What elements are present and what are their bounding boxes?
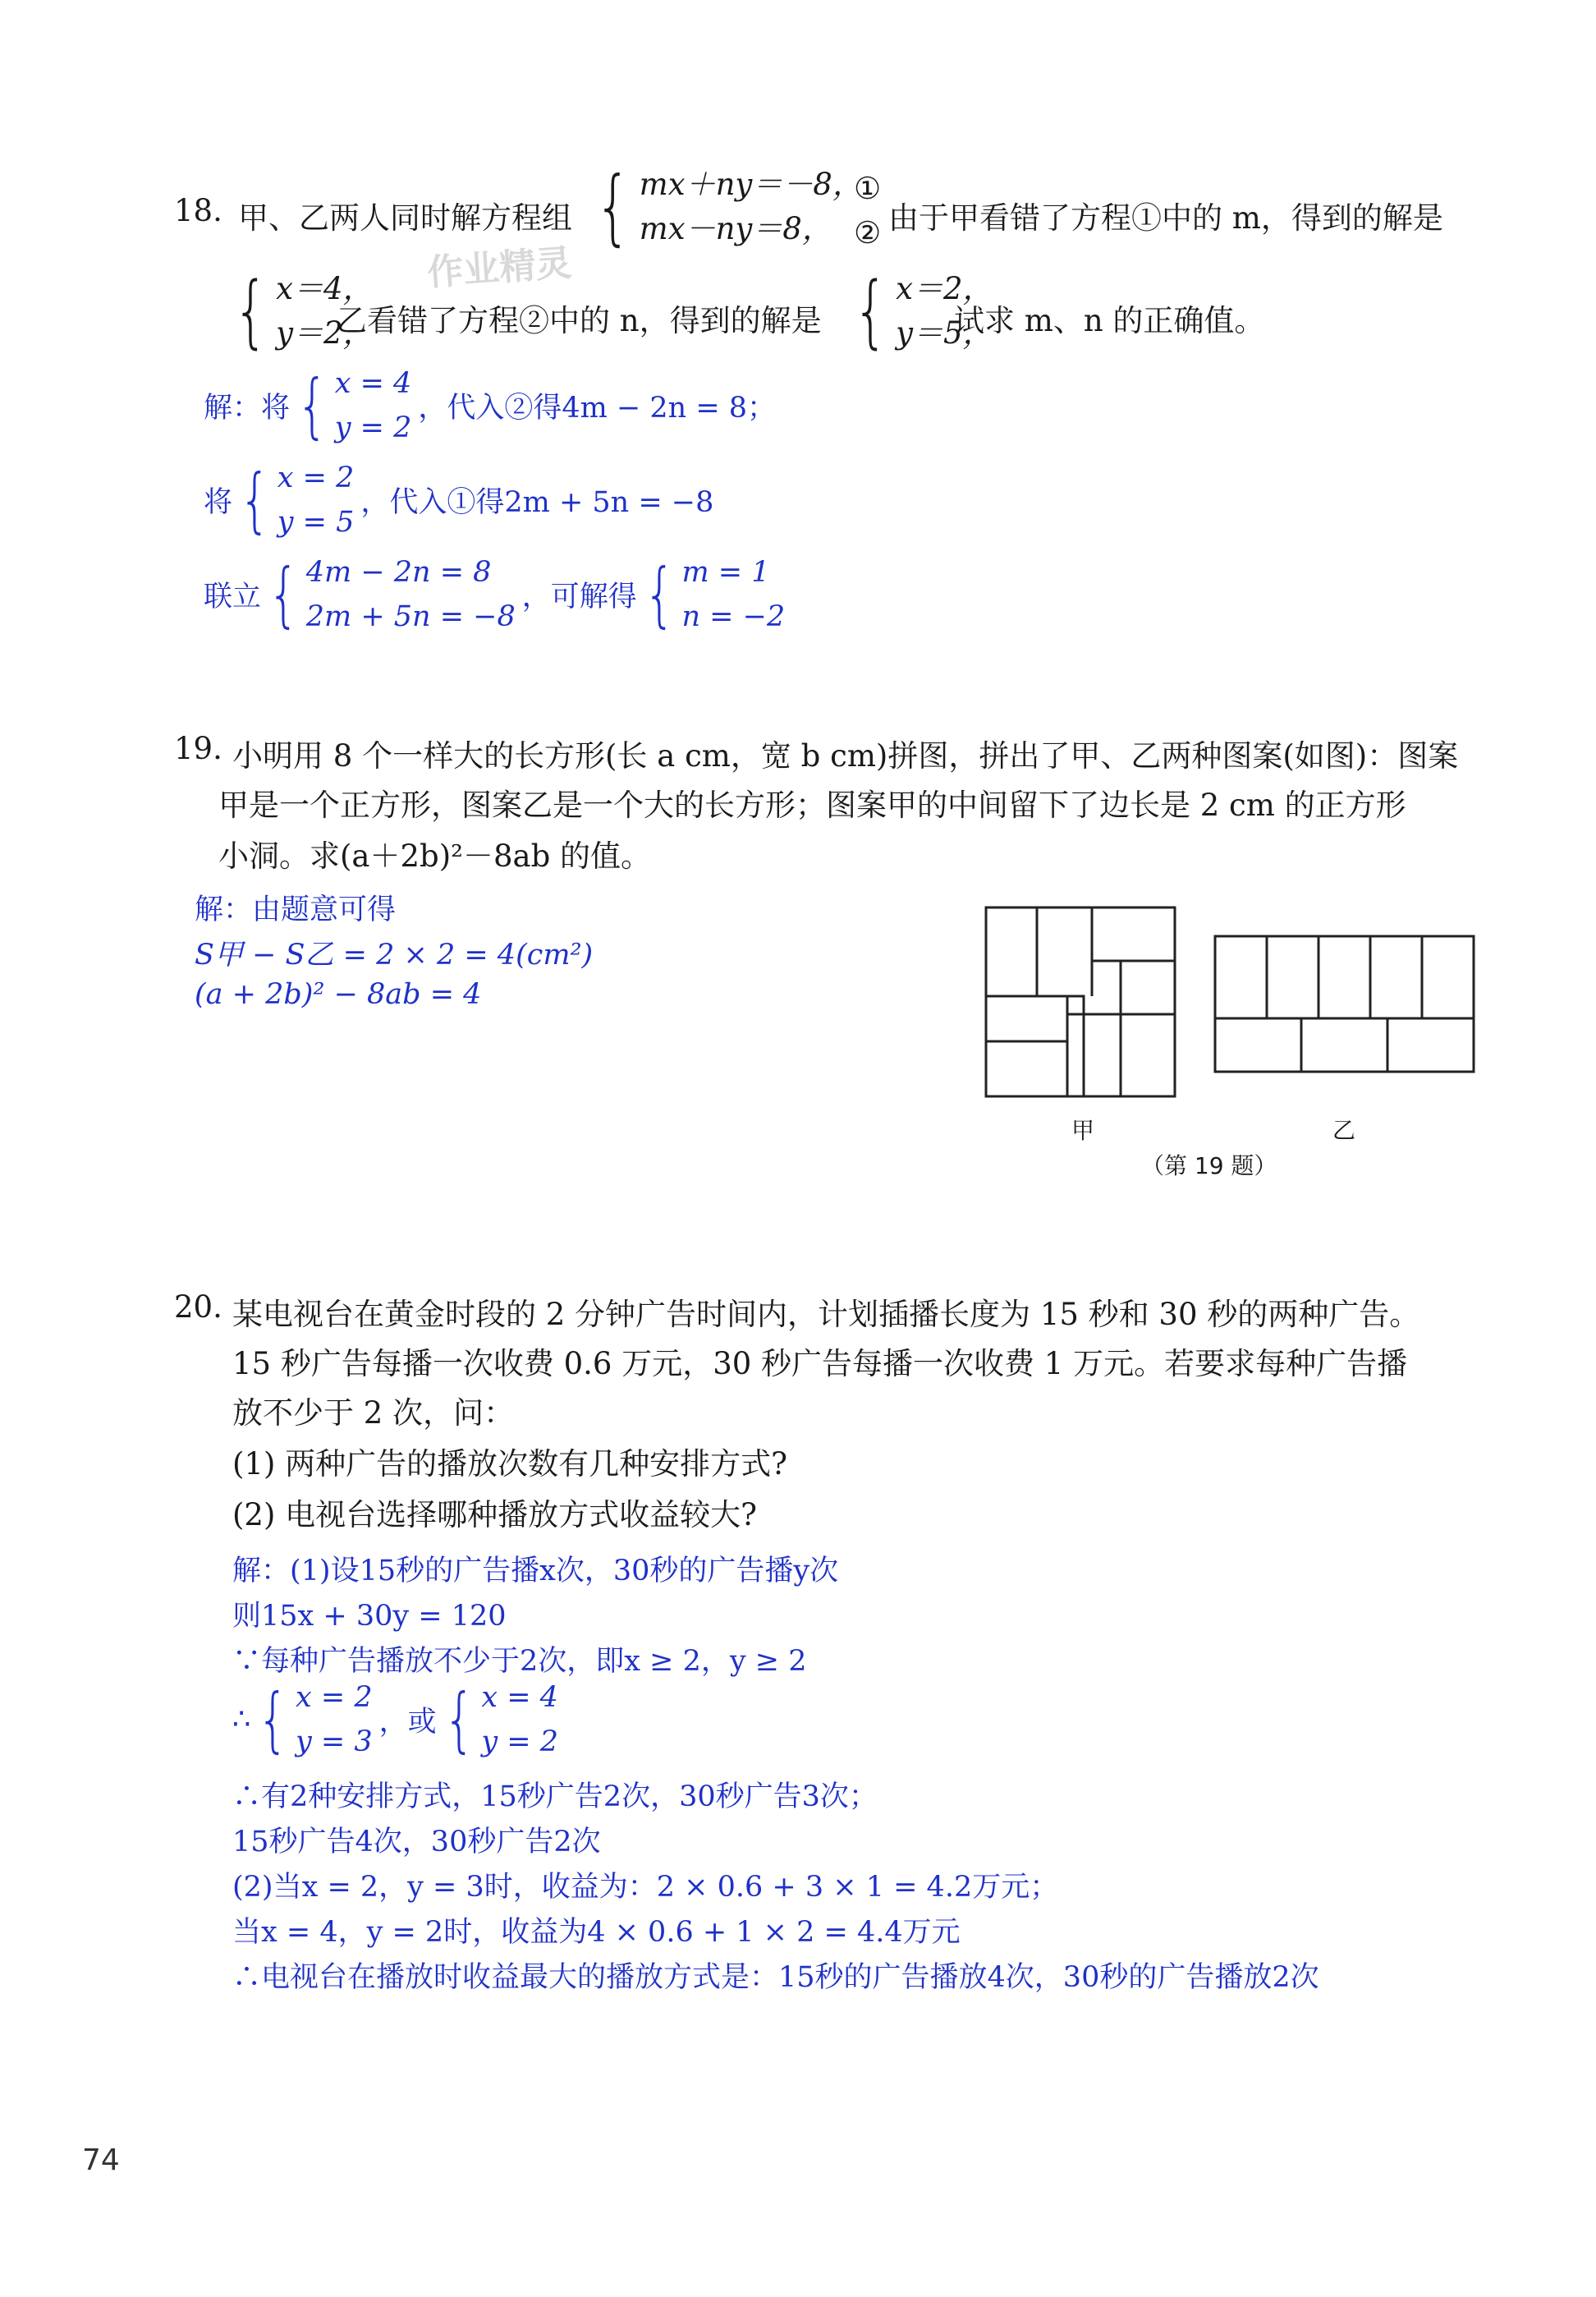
a19-line3: (a + 2b)² − 8ab = 4 bbox=[195, 978, 482, 1011]
a18-line2: 将 { x = 2 y = 5 ，代入①得2m + 5n = −8 bbox=[204, 456, 713, 545]
a19-line2: S甲 − S乙 = 2 × 2 = 4(cm²) bbox=[195, 939, 594, 972]
q18-system: { mx＋ny＝－8， mx－ny＝8， bbox=[594, 158, 863, 255]
q18-mark1: ① bbox=[854, 171, 882, 206]
fig-label-b: 乙 bbox=[1332, 1117, 1356, 1144]
a20-line8: 当x = 4，y = 2时，收益为4 × 0.6 + 1 × 2 = 4.4万元 bbox=[232, 1916, 961, 1949]
q19-line1: 小明用 8 个一样大的长方形(长 a cm，宽 b cm)拼图，拼出了甲、乙两种图案(如图)：图案 bbox=[232, 738, 1459, 774]
a19-line1: 解：由题意可得 bbox=[195, 894, 397, 926]
a20-line1: 解：(1)设15秒的广告播x次，30秒的广告播y次 bbox=[232, 1555, 839, 1587]
q18-after: 由于甲看错了方程①中的 m，得到的解是 bbox=[888, 200, 1443, 236]
q19-number: 19. bbox=[174, 731, 222, 766]
a20-l4-pre: ∴ bbox=[232, 1703, 251, 1737]
q20-line2: 15 秒广告每播一次收费 0.6 万元，30 秒广告每播一次收费 1 万元。若要求每种广告播 bbox=[232, 1346, 1408, 1381]
q18-solution-b: { x＝2， y＝5， bbox=[853, 264, 993, 357]
q18-sol1b: y＝2， bbox=[276, 315, 374, 351]
a20-line7: (2)当x = 2，y = 3时，收益为：2 × 0.6 + 3 × 1 = 4.2万元； bbox=[232, 1871, 1059, 1904]
a18-l3-n: n = −2 bbox=[681, 600, 786, 634]
a18-l3-m: m = 1 bbox=[681, 556, 770, 589]
a18-l1-post: ，代入②得4m − 2n = 8； bbox=[418, 392, 777, 425]
a18-l2-y: y = 5 bbox=[277, 506, 355, 540]
a18-line3: 联立 { 4m − 2n = 8 2m + 5n = −8 ，可解得 { m = 1 n = −2 bbox=[204, 550, 785, 640]
a18-l1-y: y = 2 bbox=[334, 411, 412, 445]
a20-line3: ∵每种广告播放不少于2次，即x ≥ 2，y ≥ 2 bbox=[232, 1645, 807, 1678]
fig-label-a: 甲 bbox=[1071, 1117, 1095, 1144]
a20-l4-y2: y = 2 bbox=[481, 1725, 558, 1759]
q18-number: 18. bbox=[174, 193, 222, 228]
a20-line5: ∴有2种安排方式，15秒广告2次，30秒广告3次； bbox=[232, 1780, 878, 1813]
q18-sol1a: x＝4， bbox=[276, 271, 374, 306]
q18-mid: 乙看错了方程②中的 n，得到的解是 bbox=[337, 303, 822, 338]
q18-sol2a: x＝2， bbox=[896, 271, 993, 306]
page-number: 74 bbox=[82, 2143, 120, 2177]
q18-mark2: ② bbox=[854, 215, 882, 250]
q18-solution-a: { x＝4， y＝2， bbox=[233, 264, 374, 357]
a18-l2-post: ，代入①得2m + 5n = −8 bbox=[360, 486, 714, 520]
a20-line6: 15秒广告4次，30秒广告2次 bbox=[232, 1826, 601, 1858]
a18-l2-pre: 将 bbox=[204, 486, 233, 520]
q18-eq2: mx－ny＝8， bbox=[639, 210, 832, 246]
q20-line3: 放不少于 2 次，问： bbox=[232, 1395, 515, 1431]
q19-line3: 小洞。求(a＋2b)²－8ab 的值。 bbox=[218, 838, 652, 874]
a20-l4-x2: x = 4 bbox=[481, 1681, 558, 1714]
q18-sol2b: y＝5， bbox=[896, 315, 993, 351]
a18-l2-x: x = 2 bbox=[277, 462, 355, 494]
a18-l3-pre: 联立 bbox=[204, 581, 262, 614]
q20-line1: 某电视台在黄金时段的 2 分钟广告时间内，计划插播长度为 15 秒和 30 秒的两种广告。 bbox=[232, 1297, 1420, 1332]
a20-line9: ∴电视台在播放时收益最大的播放方式是：15秒的广告播放4次，30秒的广告播放2次 bbox=[232, 1961, 1319, 1994]
a20-line4: ∴ { x = 2 y = 3 ，或 { x = 4 y = 2 bbox=[232, 1675, 558, 1765]
q18-eq1: mx＋ny＝－8， bbox=[639, 167, 863, 202]
a18-l3-mid: ，可解得 bbox=[521, 581, 637, 614]
a18-line1: 解：将 { x = 4 y = 2 ，代入②得4m − 2n = 8； bbox=[204, 361, 776, 451]
fig-b-outer bbox=[1215, 936, 1474, 1072]
watermark: 作业精灵 bbox=[425, 241, 573, 295]
a18-l1-x: x = 4 bbox=[334, 367, 412, 400]
fig-caption: （第 19 题） bbox=[1141, 1152, 1277, 1179]
q19-line2: 甲是一个正方形，图案乙是一个大的长方形；图案甲的中间留下了边长是 2 cm 的正方形 bbox=[218, 788, 1406, 823]
figure-19 bbox=[977, 895, 1486, 1100]
q20-number: 20. bbox=[174, 1289, 222, 1325]
q20-sub1: (1) 两种广告的播放次数有几种安排方式? bbox=[232, 1446, 788, 1482]
a20-l4-y1: y = 3 bbox=[296, 1725, 373, 1759]
a20-l4-mid: ，或 bbox=[378, 1706, 437, 1739]
a18-l1-pre: 解：将 bbox=[204, 392, 291, 425]
a20-l4-x1: x = 2 bbox=[296, 1681, 373, 1714]
a18-l3-e2: 2m + 5n = −8 bbox=[305, 600, 516, 634]
q18-tail: 试求 m、n 的正确值。 bbox=[954, 303, 1265, 338]
a18-l3-e1: 4m − 2n = 8 bbox=[305, 556, 492, 589]
q20-sub2: (2) 电视台选择哪种播放方式收益较大? bbox=[232, 1497, 758, 1532]
fig-a-outer bbox=[986, 907, 1175, 1096]
q18-intro: 甲、乙两人同时解方程组 bbox=[238, 200, 572, 236]
a20-line2: 则15x + 30y = 120 bbox=[232, 1600, 507, 1633]
